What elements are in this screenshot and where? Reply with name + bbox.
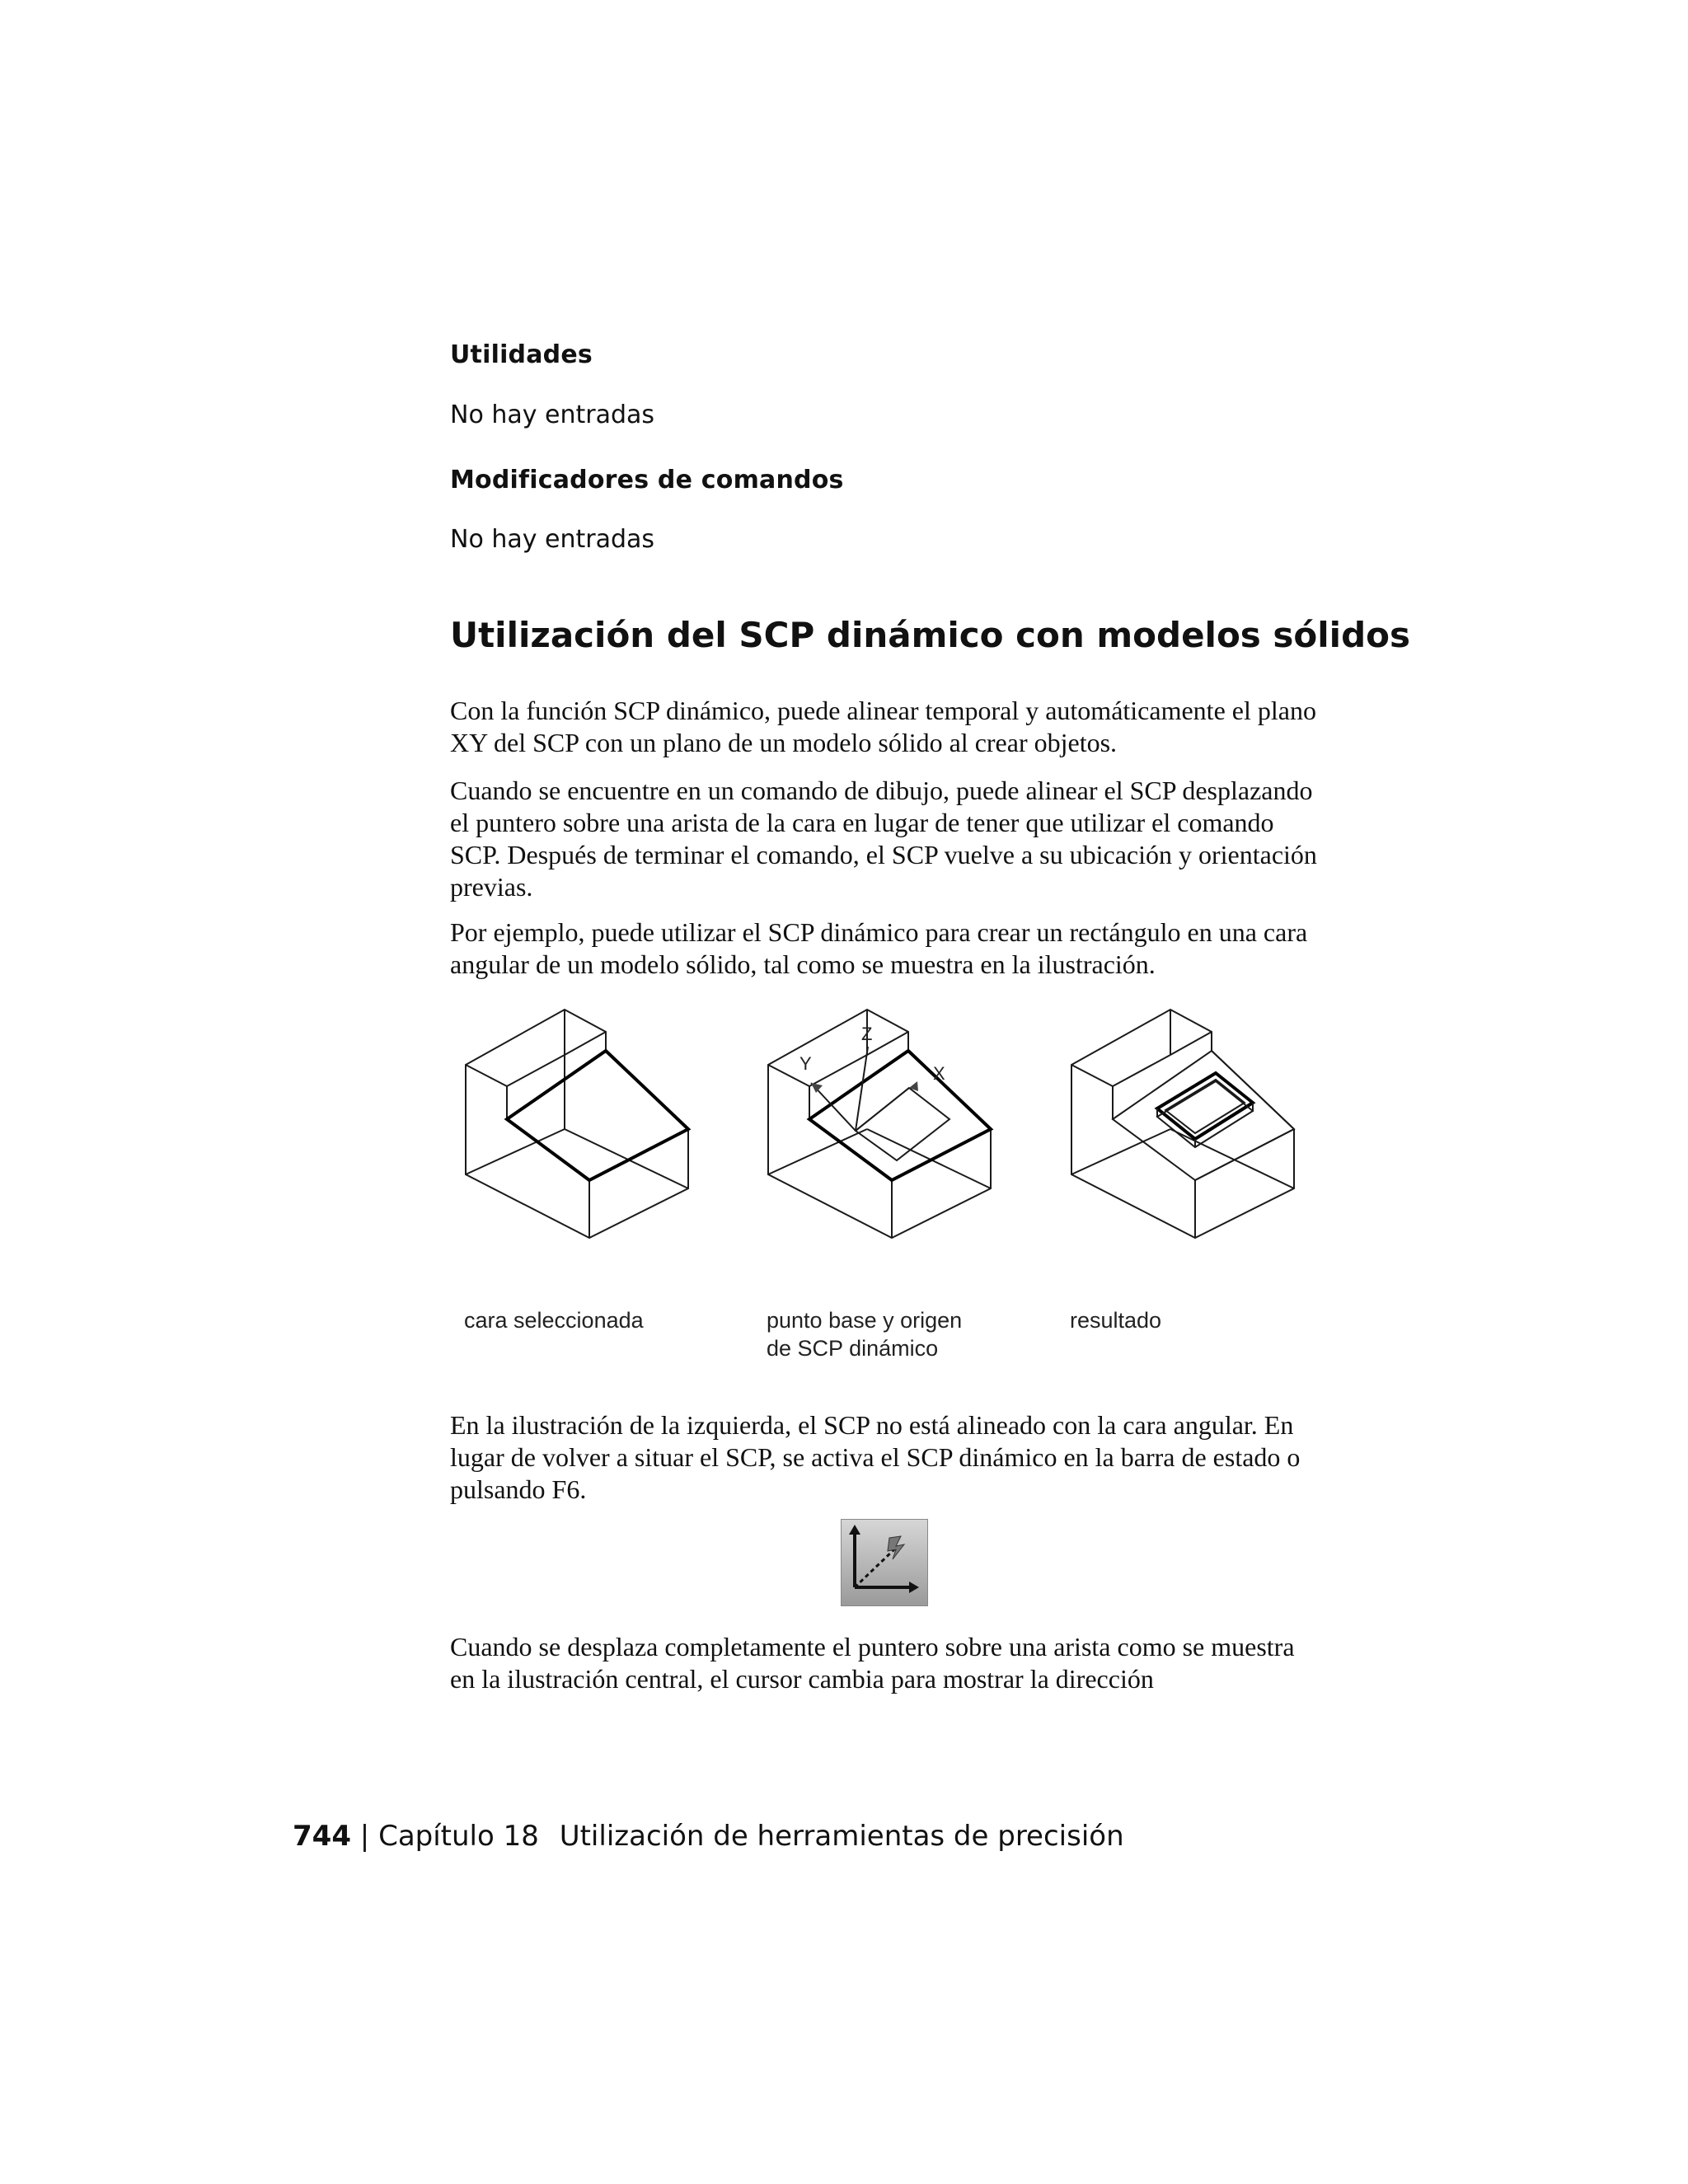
dynamic-ucs-icon (842, 1520, 927, 1605)
model-selected-face (466, 1010, 688, 1238)
model-result (1071, 1010, 1294, 1238)
modifiers-entry: No hay entradas (450, 525, 655, 554)
paragraph-1: Con la función SCP dinámico, puede alinear temporal y automáticamente el plano XY del SCP con un plano de un modelo sólido al crear objetos. (450, 696, 1316, 757)
dynamic-ucs-button (841, 1519, 928, 1606)
caption-selected-face: cara seleccionada (464, 1308, 644, 1333)
chapter-title: Utilización de herramientas de precisión (559, 1820, 1124, 1853)
chapter-label: Capítulo 18 (378, 1820, 539, 1853)
section-heading-utilities: Utilidades (450, 340, 593, 369)
paragraph-2: Cuando se encuentre en un comando de dibujo, puede alinear el SCP desplazando el puntero sobre una arista de la cara en lugar de tener que utilizar el comando SCP. Después de terminar el comando, el SCP vuelve a su ubicación y orientación previas. (450, 776, 1317, 902)
section-heading-modifiers: Modificadores de comandos (450, 466, 844, 494)
paragraph-3: Por ejemplo, puede utilizar el SCP dinámico para crear un rectángulo en una cara angular de un modelo sólido, tal como se muestra en la ilustración. (450, 917, 1308, 979)
caption-base-point-line1: punto base y origen (767, 1308, 963, 1333)
paragraph-5: Cuando se desplaza completamente el puntero sobre una arista como se muestra en la ilustración central, el cursor cambia para mostrar la dirección (450, 1632, 1295, 1694)
caption-result: resultado (1070, 1308, 1162, 1333)
paragraph-4: En la ilustración de la izquierda, el SCP no está alineado con la cara angular. En lugar de volver a situar el SCP, se activa el SCP dinámico en la barra de estado o pulsando F6. (450, 1410, 1301, 1504)
axis-label-y: Y (799, 1053, 812, 1074)
utilities-entry: No hay entradas (450, 401, 655, 429)
page-footer (293, 1820, 1124, 1853)
page-number: 744 (293, 1820, 351, 1853)
axis-label-z: Z (861, 1024, 873, 1044)
page-title: Utilización del SCP dinámico con modelos sólidos (450, 615, 1410, 655)
caption-base-point-line2: de SCP dinámico (767, 1336, 939, 1361)
footer-separator: | (359, 1820, 370, 1853)
model-dynamic-ucs (768, 1010, 991, 1238)
axis-label-x: X (933, 1063, 945, 1084)
